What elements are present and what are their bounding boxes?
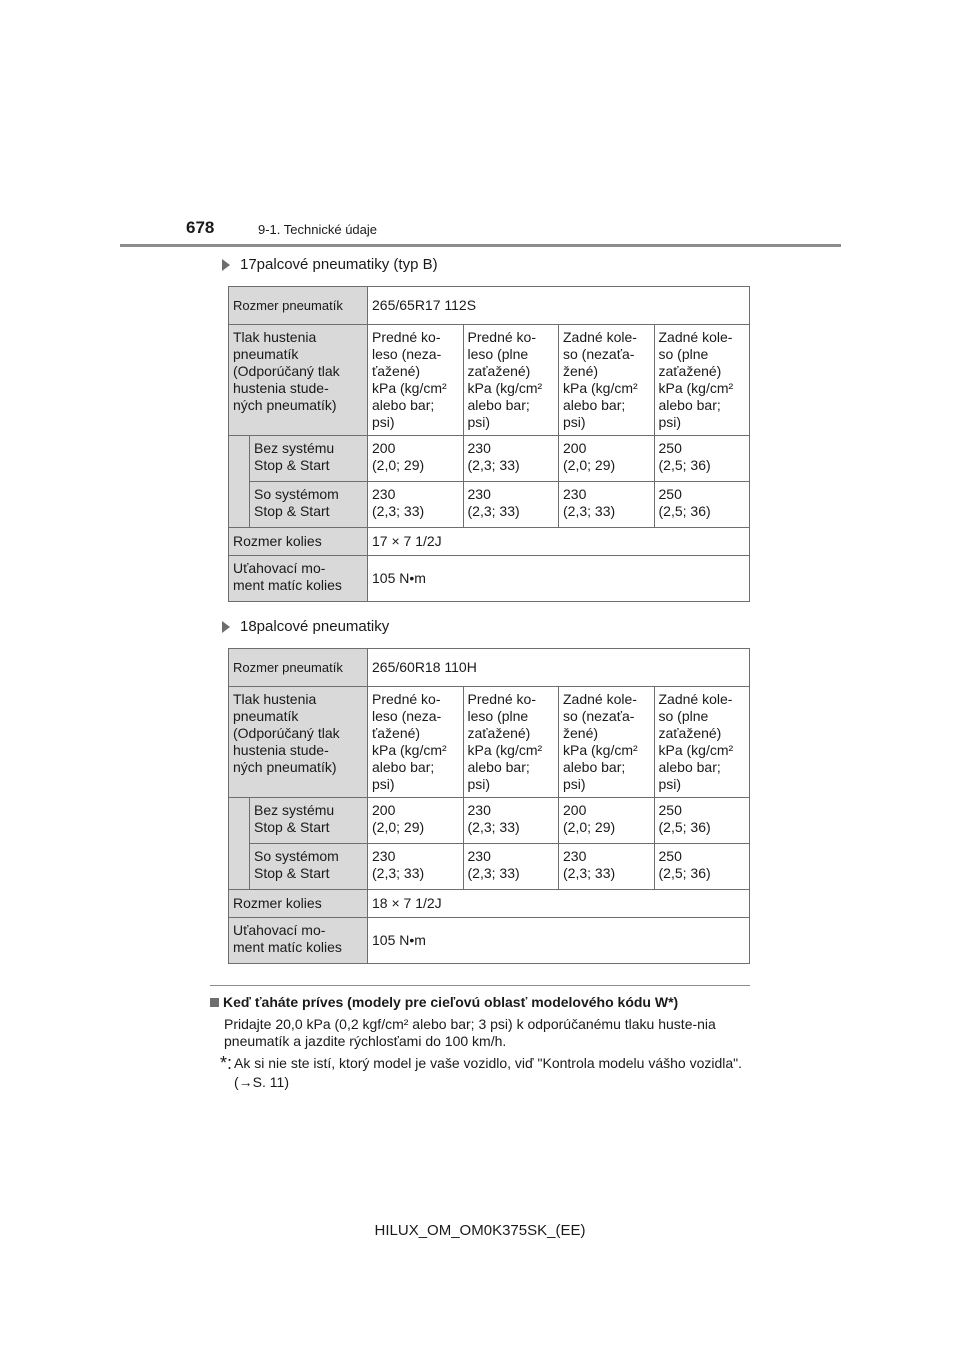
column-header: Zadné kole- so (plne zaťažené) kPa (kg/cm² alebo bar; psi) — [654, 325, 750, 436]
pressure-value: 200 (2,0; 29) — [368, 436, 464, 482]
column-header: Predné ko- leso (neza- ťažené) kPa (kg/cm² alebo bar; psi) — [368, 325, 464, 436]
pressure-value: 250 (2,5; 36) — [654, 844, 750, 890]
footnote-text: Ak si nie ste istí, ktorý model je vaše vozidlo, viď "Kontrola modelu vášho vozidla". (→S. 11) — [234, 1055, 743, 1090]
pressure-value: 230 (2,3; 33) — [463, 482, 559, 528]
tire-size-label: Rozmer pneumatík — [229, 287, 368, 325]
arrow-right-icon — [222, 259, 230, 271]
torque-label: Uťahovací mo- ment matíc kolies — [229, 556, 368, 602]
pressure-value: 230 (2,3; 33) — [463, 844, 559, 890]
tire-table-17inch — [228, 286, 750, 602]
square-bullet-icon — [210, 998, 219, 1007]
tire-size-value: 265/65R17 112S — [368, 287, 750, 325]
towing-heading-text: Keď ťaháte príves (modely pre cieľovú oblasť modelového kódu W*) — [223, 994, 679, 1010]
header-rule — [120, 244, 841, 247]
section-rule — [210, 985, 750, 986]
table-heading-17inch — [222, 256, 438, 273]
tire-size-value: 265/60R18 110H — [368, 649, 750, 687]
arrow-right-icon — [222, 621, 230, 633]
page-number: 678 — [186, 218, 215, 237]
pressure-value: 250 (2,5; 36) — [654, 798, 750, 844]
torque-value: 105 N•m — [368, 556, 750, 602]
table-heading-text: 18palcové pneumatiky — [240, 618, 390, 635]
column-header: Predné ko- leso (plne zaťažené) kPa (kg/cm² alebo bar; psi) — [463, 687, 559, 798]
pressure-label: Tlak hustenia pneumatík (Odporúčaný tlak hustenia stude- ných pneumatík) — [229, 325, 368, 436]
pressure-value: 200 (2,0; 29) — [559, 798, 655, 844]
column-header: Predné ko- leso (neza- ťažené) kPa (kg/cm² alebo bar; psi) — [368, 687, 464, 798]
tire-table-18inch — [228, 648, 750, 964]
row-label: Bez systému Stop & Start — [250, 798, 368, 844]
pressure-value: 230 (2,3; 33) — [463, 436, 559, 482]
row-label: So systémom Stop & Start — [250, 482, 368, 528]
wheel-size-value: 17 × 7 1/2J — [368, 528, 750, 556]
section-title: 9-1. Technické údaje — [258, 222, 378, 237]
torque-value: 105 N•m — [368, 918, 750, 964]
pressure-value: 230 (2,3; 33) — [368, 844, 464, 890]
wheel-size-label: Rozmer kolies — [229, 528, 368, 556]
wheel-size-value: 18 × 7 1/2J — [368, 890, 750, 918]
pressure-value: 200 (2,0; 29) — [559, 436, 655, 482]
footnote-mark: *: — [220, 1053, 233, 1073]
table-heading-text: 17palcové pneumatiky (typ B) — [240, 256, 438, 273]
torque-label: Uťahovací mo- ment matíc kolies — [229, 918, 368, 964]
pressure-value: 250 (2,5; 36) — [654, 482, 750, 528]
column-header: Predné ko- leso (plne zaťažené) kPa (kg/cm² alebo bar; psi) — [463, 325, 559, 436]
footnote — [220, 1054, 750, 1092]
pressure-value: 250 (2,5; 36) — [654, 436, 750, 482]
column-header: Zadné kole- so (nezaťa- žené) kPa (kg/cm² alebo bar; psi) — [559, 325, 655, 436]
label-spacer — [229, 436, 250, 528]
tire-size-label: Rozmer pneumatík — [229, 649, 368, 687]
column-header: Zadné kole- so (nezaťa- žené) kPa (kg/cm² alebo bar; psi) — [559, 687, 655, 798]
towing-heading — [210, 994, 678, 1010]
pressure-value: 230 (2,3; 33) — [559, 482, 655, 528]
doc-code: HILUX_OM_OM0K375SK_(EE) — [374, 1222, 586, 1239]
pressure-value: 230 (2,3; 33) — [463, 798, 559, 844]
wheel-size-label: Rozmer kolies — [229, 890, 368, 918]
pressure-label: Tlak hustenia pneumatík (Odporúčaný tlak hustenia stude- ných pneumatík) — [229, 687, 368, 798]
towing-body: Pridajte 20,0 kPa (0,2 kgf/cm² alebo bar; 3 psi) k odporúčanému tlaku huste-nia pneumatík a jazdite rýchlosťami do 100 km/h. — [224, 1016, 716, 1049]
label-spacer — [229, 798, 250, 890]
row-label: Bez systému Stop & Start — [250, 436, 368, 482]
pressure-value: 230 (2,3; 33) — [559, 844, 655, 890]
column-header: Zadné kole- so (plne zaťažené) kPa (kg/cm² alebo bar; psi) — [654, 687, 750, 798]
table-heading-18inch — [222, 618, 389, 635]
pressure-value: 230 (2,3; 33) — [368, 482, 464, 528]
pressure-value: 200 (2,0; 29) — [368, 798, 464, 844]
row-label: So systémom Stop & Start — [250, 844, 368, 890]
